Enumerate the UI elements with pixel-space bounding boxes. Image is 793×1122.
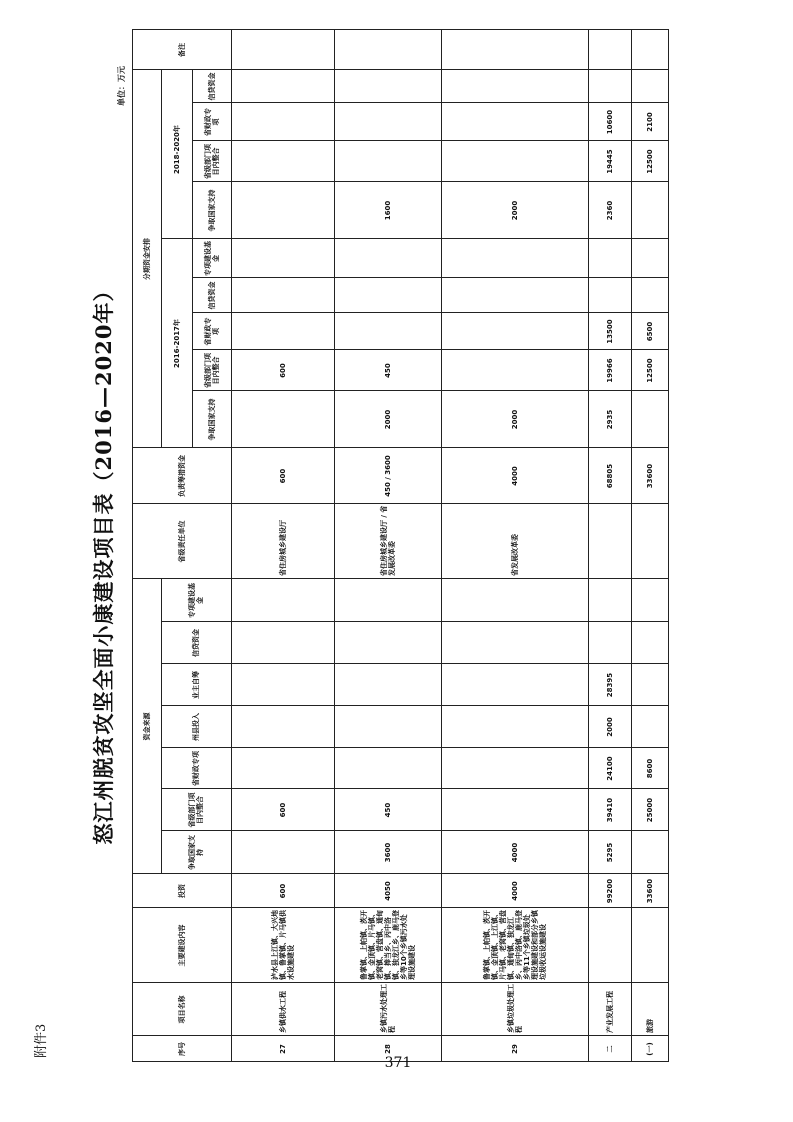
row-p2-1 [441,141,588,182]
header-funding-0: 争取国家支持 [188,835,204,870]
header-funding-6: 专项建设基金 [188,583,204,618]
unit-label: 单位：万元 [117,66,126,106]
row-p2-0 [631,182,668,239]
row-invest: 4000 [510,881,519,901]
row-funding-3 [231,706,334,748]
row-resp-unit [631,504,668,579]
row-p1-4 [231,239,334,278]
header-funding-3: 州县投入 [192,713,200,741]
row-funding-4 [441,664,588,706]
header-p1-col-0: 争取国家支持 [207,398,216,441]
row-funding-5 [231,622,334,664]
row-p1-2: 13500 [605,319,614,344]
row-p2-3 [231,70,334,103]
header-content: 主要建设内容 [177,924,186,967]
row-p1-3 [441,278,588,313]
row-p2-0: 2360 [605,200,614,221]
header-resp-unit: 省级责任单位 [177,520,186,563]
header-p1-col-3: 信贷资金 [207,281,216,310]
row-resp-fund: 450 / 3600 [383,455,392,497]
row-p1-1 [441,350,588,391]
row-resp-fund: 600 [278,468,287,484]
row-p1-0: 2935 [605,409,614,430]
row-p2-3 [631,70,668,103]
header-p2-col-3: 信贷资金 [207,72,216,101]
row-funding-6 [441,579,588,622]
row-p2-0 [231,182,334,239]
row-p1-1: 19966 [605,358,614,383]
row-content: 鲁掌镇、上帕镇、茨开镇、金顶镇、片马镇、老窝镇、营盘镇、通甸镇、捧当乡、丙中洛镇、独龙江乡、鹿马登乡等10个乡镇污水处理设施建设 [359,910,416,980]
attachment-label: 附件3 [34,1023,49,1058]
row-p1-4 [334,239,441,278]
row-funding-2 [334,748,441,789]
row-p2-1: 12500 [645,149,654,174]
row-funding-2 [231,748,334,789]
header-funding-group: 资金来源 [142,712,151,741]
row-p1-2 [231,313,334,350]
row-resp-unit: 省住房城乡建设厅 / 省发展改革委 [379,505,396,576]
header-invest: 投资 [177,884,186,898]
table-rule [668,29,669,1062]
row-funding-6 [631,579,668,622]
page-number: 371 [384,1055,412,1071]
header-period-group: 分期资金安排 [142,238,151,280]
header-p2-col-1: 省级部门项目内整合 [203,144,220,179]
row-funding-6 [588,579,631,622]
row-p1-0 [231,391,334,448]
row-p1-1: 600 [278,363,287,378]
row-funding-4 [231,664,334,706]
row-funding-2 [441,748,588,789]
row-p1-0: 2000 [383,409,392,430]
row-project: 产业发展工程 [605,991,614,1033]
header-funding-4: 业主自筹 [192,671,200,699]
row-funding-4: 28395 [605,672,614,698]
row-p1-0: 2000 [510,409,519,430]
row-resp-fund: 33600 [645,463,654,489]
row-invest: 4050 [383,881,392,901]
header-project: 项目名称 [177,995,186,1024]
row-p2-1 [334,141,441,182]
header-seq: 序号 [177,1042,186,1056]
row-p1-2 [441,313,588,350]
header-p2: 2018-2020年 [172,125,181,174]
row-p2-2 [231,103,334,141]
row-funding-5 [631,622,668,664]
header-p1: 2016-2017年 [172,319,181,368]
row-p2-3 [334,70,441,103]
row-remark [588,30,631,70]
row-p2-3 [441,70,588,103]
row-p1-2: 6500 [645,321,654,342]
row-invest: 33600 [645,878,654,904]
row-funding-2: 8600 [645,758,654,779]
row-content: 鲁掌镇、上帕镇、茨开镇、金顶镇、上江镇、片马镇、老窝镇、营盘镇、通甸镇、独龙江乡、丙中洛镇、鹿马登乡等11个乡镇垃圾处理设施建设和部分乡镇垃圾收运设施建设 [482,910,547,980]
row-funding-2: 24100 [605,756,614,781]
row-project: 乡镇供水工程 [278,991,287,1033]
header-funding-1: 省级部门项目内整合 [188,792,204,828]
row-funding-5 [588,622,631,664]
row-resp-fund: 68805 [605,463,614,489]
row-remark [441,30,588,70]
row-content: 泸水县上江镇、大兴地镇、鲁掌镇、片马镇供水设施建设 [270,910,295,980]
row-p2-2: 2100 [645,112,654,132]
row-funding-5 [441,622,588,664]
row-p1-2 [334,313,441,350]
row-funding-1: 450 [383,802,392,818]
row-p1-4 [588,239,631,278]
row-project: 乡镇污水处理工程 [379,984,396,1033]
row-funding-1: 600 [278,802,287,818]
row-invest: 600 [278,883,287,899]
row-p2-1 [231,141,334,182]
header-remark: 备注 [177,43,186,57]
row-content [588,908,631,983]
row-content [631,908,668,983]
row-funding-1: 25000 [645,797,654,823]
row-funding-0 [231,831,334,874]
row-p1-3 [334,278,441,313]
row-p1-4 [631,239,668,278]
header-funding-2: 省财政专项 [192,751,200,786]
row-seq: 27 [278,1044,287,1054]
row-funding-5 [334,622,441,664]
row-p2-0: 2000 [510,200,519,221]
row-project: 乡镇垃圾处理工程 [506,984,523,1033]
row-p2-2 [334,103,441,141]
row-p1-0 [631,391,668,448]
row-funding-0: 5295 [605,842,614,863]
row-p1-4 [441,239,588,278]
header-resp-fund: 负责筹措资金 [177,455,186,497]
row-resp-unit: 省住房城乡建设厅 [278,520,287,576]
row-funding-0: 4000 [510,842,519,863]
row-seq: 二 [605,1045,614,1053]
header-p1-col-1: 省级部门项目内整合 [203,353,220,388]
header-p2-col-2: 省财政专项 [203,108,220,136]
row-p1-1: 12500 [645,358,654,383]
row-project: 旅游 [645,1019,654,1033]
header-p1-col-4: 专项建设基金 [203,241,220,276]
row-funding-0: 3600 [383,842,392,863]
row-p2-0: 1600 [383,200,392,221]
row-p1-3 [231,278,334,313]
row-funding-1: 39410 [605,797,614,823]
row-funding-3: 2000 [605,717,614,737]
row-p1-3 [588,278,631,313]
row-p1-3 [631,278,668,313]
row-funding-6 [334,579,441,622]
row-remark [334,30,441,70]
row-funding-4 [631,664,668,706]
row-p2-1: 19445 [605,149,614,174]
project-table-sheet [34,43,688,1062]
row-funding-1 [441,789,588,831]
row-seq: 28 [383,1044,392,1054]
row-seq: 29 [510,1044,519,1054]
row-remark [231,30,334,70]
row-funding-3 [631,706,668,748]
row-resp-unit [588,504,631,579]
header-funding-5: 信贷资金 [192,629,200,657]
row-p2-2: 10600 [605,109,614,135]
row-resp-fund: 4000 [510,466,519,486]
row-funding-4 [334,664,441,706]
row-remark [631,30,668,70]
page-title: 怒江州脱贫攻坚全面小康建设项目表（2016—2020年） [91,279,116,845]
row-funding-6 [231,579,334,622]
row-seq: (一) [645,1042,654,1056]
header-p1-col-2: 省财政专项 [203,317,220,346]
row-funding-0 [631,831,668,874]
row-resp-unit: 省发展改革委 [510,534,519,576]
row-p2-2 [441,103,588,141]
header-p2-col-0: 争取国家支持 [207,189,216,232]
row-funding-3 [334,706,441,748]
row-p1-1: 450 [383,363,392,378]
row-invest: 99200 [605,878,614,904]
row-funding-3 [441,706,588,748]
row-p2-3 [588,70,631,103]
